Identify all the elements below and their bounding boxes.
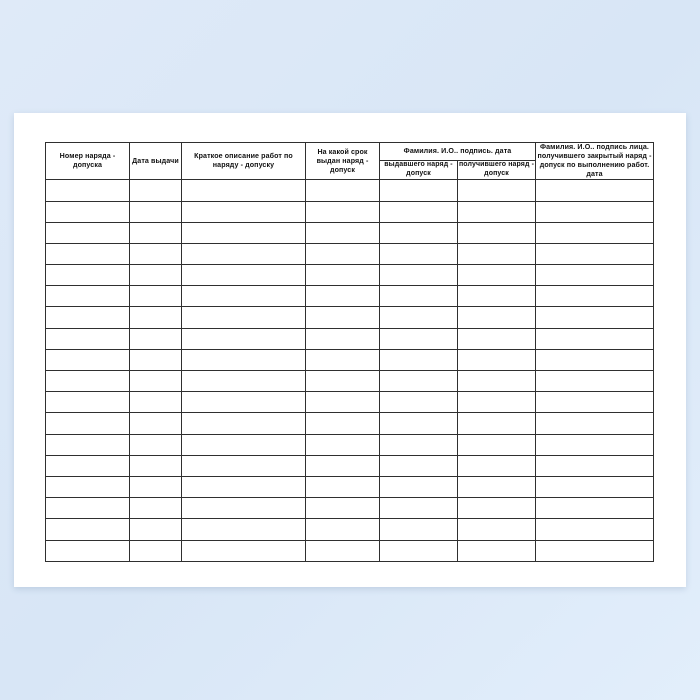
table-cell[interactable] xyxy=(458,349,536,370)
table-cell[interactable] xyxy=(130,201,182,222)
table-cell[interactable] xyxy=(306,455,380,476)
table-cell[interactable] xyxy=(130,476,182,497)
table-cell[interactable] xyxy=(130,455,182,476)
table-cell[interactable] xyxy=(46,455,130,476)
table-cell[interactable] xyxy=(306,413,380,434)
table-cell[interactable] xyxy=(380,392,458,413)
work-permit-register-table xyxy=(45,142,654,562)
table-cell[interactable] xyxy=(536,455,654,476)
table-cell[interactable] xyxy=(46,392,130,413)
table-cell[interactable] xyxy=(306,434,380,455)
table-cell[interactable] xyxy=(306,180,380,201)
table-cell[interactable] xyxy=(182,349,306,370)
table-cell[interactable] xyxy=(380,434,458,455)
table-cell[interactable] xyxy=(130,371,182,392)
table-row[interactable] xyxy=(46,265,654,286)
table-cell[interactable] xyxy=(46,243,130,264)
table-cell[interactable] xyxy=(536,371,654,392)
table-cell[interactable] xyxy=(536,201,654,222)
table-cell[interactable] xyxy=(306,265,380,286)
table-cell[interactable] xyxy=(46,265,130,286)
table-cell[interactable] xyxy=(182,519,306,540)
table-row[interactable] xyxy=(46,243,654,264)
paper-sheet xyxy=(14,113,686,587)
table-cell[interactable] xyxy=(380,498,458,519)
column-header-work-description: Краткое описание работ по наряду - допуску xyxy=(182,143,306,180)
table-row[interactable] xyxy=(46,222,654,243)
table-cell[interactable] xyxy=(306,371,380,392)
table-cell[interactable] xyxy=(306,476,380,497)
table-row[interactable] xyxy=(46,434,654,455)
table-cell[interactable] xyxy=(536,476,654,497)
table-cell[interactable] xyxy=(536,413,654,434)
table-cell[interactable] xyxy=(536,286,654,307)
table-cell[interactable] xyxy=(458,243,536,264)
table-cell[interactable] xyxy=(536,307,654,328)
table-cell[interactable] xyxy=(182,392,306,413)
table-cell[interactable] xyxy=(380,371,458,392)
table-cell[interactable] xyxy=(130,349,182,370)
table-cell[interactable] xyxy=(46,328,130,349)
table-row[interactable] xyxy=(46,349,654,370)
table-cell[interactable] xyxy=(306,540,380,561)
table-cell[interactable] xyxy=(46,349,130,370)
table-cell[interactable] xyxy=(380,265,458,286)
table-cell[interactable] xyxy=(182,180,306,201)
table-cell[interactable] xyxy=(536,434,654,455)
table-cell[interactable] xyxy=(458,519,536,540)
table-cell[interactable] xyxy=(458,201,536,222)
table-cell[interactable] xyxy=(458,455,536,476)
table-cell[interactable] xyxy=(306,222,380,243)
table-cell[interactable] xyxy=(182,498,306,519)
table-row[interactable] xyxy=(46,540,654,561)
table-row[interactable] xyxy=(46,371,654,392)
table-cell[interactable] xyxy=(380,349,458,370)
table-cell[interactable] xyxy=(306,498,380,519)
table-cell[interactable] xyxy=(46,476,130,497)
table-cell[interactable] xyxy=(306,349,380,370)
table-cell[interactable] xyxy=(458,413,536,434)
table-cell[interactable] xyxy=(130,243,182,264)
table-cell[interactable] xyxy=(130,286,182,307)
table-cell[interactable] xyxy=(536,243,654,264)
table-cell[interactable] xyxy=(380,180,458,201)
table-cell[interactable] xyxy=(182,476,306,497)
table-cell[interactable] xyxy=(380,540,458,561)
table-cell[interactable] xyxy=(182,371,306,392)
table-cell[interactable] xyxy=(380,307,458,328)
table-cell[interactable] xyxy=(182,540,306,561)
table-cell[interactable] xyxy=(182,307,306,328)
table-cell[interactable] xyxy=(46,201,130,222)
table-cell[interactable] xyxy=(536,392,654,413)
table-cell[interactable] xyxy=(182,434,306,455)
column-header-closed-order: Фамилия. И.О.. подпись лица. получившего закрытый наряд - допуск по выполнению работ. дата xyxy=(537,143,652,179)
table-cell[interactable] xyxy=(380,328,458,349)
table-cell[interactable] xyxy=(458,434,536,455)
table-cell[interactable] xyxy=(458,180,536,201)
table-cell[interactable] xyxy=(130,180,182,201)
column-header-issue-date: Дата выдачи xyxy=(130,143,182,180)
column-header-order-number: Номер наряда - допуска xyxy=(46,143,130,180)
table-cell[interactable] xyxy=(536,222,654,243)
table-row[interactable] xyxy=(46,328,654,349)
table-cell[interactable] xyxy=(458,286,536,307)
table-cell[interactable] xyxy=(130,519,182,540)
table-cell[interactable] xyxy=(46,434,130,455)
table-cell[interactable] xyxy=(306,519,380,540)
table-row[interactable] xyxy=(46,413,654,434)
table-cell[interactable] xyxy=(306,392,380,413)
table-cell[interactable] xyxy=(46,540,130,561)
column-header-signature-group: Фамилия. И.О.. подпись. дата xyxy=(380,143,536,161)
table-cell[interactable] xyxy=(182,265,306,286)
table-row[interactable] xyxy=(46,476,654,497)
table-cell[interactable] xyxy=(130,307,182,328)
table-row[interactable] xyxy=(46,307,654,328)
table-cell[interactable] xyxy=(536,180,654,201)
table-cell[interactable] xyxy=(182,413,306,434)
table-row[interactable] xyxy=(46,180,654,201)
table-cell[interactable] xyxy=(182,328,306,349)
table-cell[interactable] xyxy=(380,455,458,476)
table-cell[interactable] xyxy=(380,286,458,307)
table-cell[interactable] xyxy=(380,222,458,243)
table-cell[interactable] xyxy=(182,243,306,264)
table-cell[interactable] xyxy=(458,476,536,497)
table-cell[interactable] xyxy=(306,201,380,222)
table-cell[interactable] xyxy=(130,498,182,519)
table-cell[interactable] xyxy=(130,328,182,349)
table-cell[interactable] xyxy=(458,265,536,286)
table-cell[interactable] xyxy=(458,328,536,349)
table-cell[interactable] xyxy=(380,201,458,222)
table-cell[interactable] xyxy=(182,201,306,222)
column-header-received-by: получившего наряд - допуск xyxy=(458,161,536,180)
table-cell[interactable] xyxy=(46,222,130,243)
table-cell[interactable] xyxy=(46,413,130,434)
table-header xyxy=(46,143,654,180)
table-body xyxy=(46,180,654,561)
table-cell[interactable] xyxy=(130,392,182,413)
table-cell[interactable] xyxy=(458,307,536,328)
table-cell[interactable] xyxy=(306,328,380,349)
table-cell[interactable] xyxy=(536,265,654,286)
table-cell[interactable] xyxy=(458,540,536,561)
table-row[interactable] xyxy=(46,392,654,413)
register-table-wrapper xyxy=(45,142,653,562)
table-cell[interactable] xyxy=(458,371,536,392)
table-cell[interactable] xyxy=(306,307,380,328)
column-header-term: На какой срок выдан наряд - допуск xyxy=(306,143,380,180)
table-cell[interactable] xyxy=(380,243,458,264)
table-cell[interactable] xyxy=(130,413,182,434)
table-cell[interactable] xyxy=(458,498,536,519)
column-header-issued-by: выдавшего наряд - допуск xyxy=(380,161,458,180)
table-cell[interactable] xyxy=(306,243,380,264)
table-cell[interactable] xyxy=(536,328,654,349)
table-cell[interactable] xyxy=(182,222,306,243)
table-cell[interactable] xyxy=(182,455,306,476)
table-cell[interactable] xyxy=(306,286,380,307)
table-row[interactable] xyxy=(46,519,654,540)
table-row[interactable] xyxy=(46,201,654,222)
table-row[interactable] xyxy=(46,498,654,519)
table-cell[interactable] xyxy=(46,371,130,392)
table-cell[interactable] xyxy=(458,392,536,413)
table-cell[interactable] xyxy=(380,519,458,540)
table-cell[interactable] xyxy=(130,265,182,286)
table-cell[interactable] xyxy=(46,180,130,201)
table-cell[interactable] xyxy=(536,540,654,561)
table-cell[interactable] xyxy=(46,307,130,328)
table-cell[interactable] xyxy=(536,349,654,370)
table-cell[interactable] xyxy=(182,286,306,307)
table-cell[interactable] xyxy=(536,519,654,540)
table-cell[interactable] xyxy=(536,498,654,519)
table-row[interactable] xyxy=(46,455,654,476)
table-cell[interactable] xyxy=(130,540,182,561)
table-row[interactable] xyxy=(46,286,654,307)
table-cell[interactable] xyxy=(458,222,536,243)
table-cell[interactable] xyxy=(46,498,130,519)
table-header-row-top xyxy=(46,143,654,161)
table-cell[interactable] xyxy=(130,222,182,243)
table-cell[interactable] xyxy=(380,476,458,497)
table-cell[interactable] xyxy=(46,286,130,307)
table-cell[interactable] xyxy=(130,434,182,455)
table-cell[interactable] xyxy=(46,519,130,540)
table-cell[interactable] xyxy=(380,413,458,434)
